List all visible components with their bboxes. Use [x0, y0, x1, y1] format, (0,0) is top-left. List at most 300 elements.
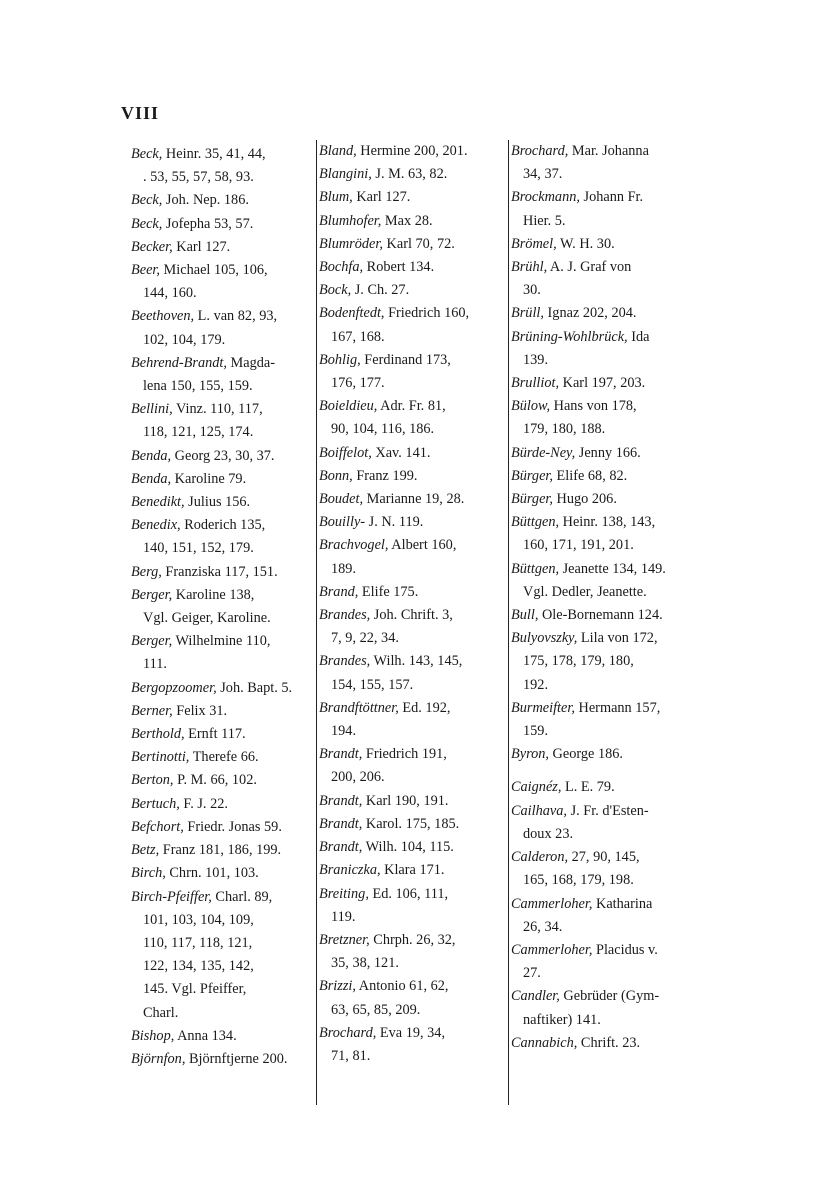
entry-name: Byron,	[511, 746, 549, 763]
index-entry	[511, 558, 693, 581]
index-entry	[131, 630, 315, 653]
entry-text: Vgl. Dedler, Jeanette.	[523, 583, 647, 600]
entry-name: Cammerloher,	[511, 895, 593, 912]
entry-name: Bodenftedt,	[319, 305, 385, 322]
entry-text: 159.	[523, 723, 549, 740]
entry-name: Blangini,	[319, 166, 372, 183]
index-entry	[511, 302, 693, 325]
index-entry	[511, 418, 693, 441]
index-entry	[131, 352, 315, 375]
entry-text: Lila von 172,	[577, 630, 658, 647]
entry-text: Robert 134.	[363, 259, 435, 276]
entry-name: Blumhofer,	[319, 212, 382, 229]
index-entry	[131, 166, 315, 189]
entry-text: 122, 134, 135, 142,	[143, 958, 254, 975]
index-entry	[319, 465, 501, 488]
index-entry	[319, 674, 501, 697]
entry-name: Beck,	[131, 215, 163, 232]
entry-text: 35, 38, 121.	[331, 955, 399, 972]
entry-text: Magda-	[226, 354, 275, 371]
entry-name: Bergopzoomer,	[131, 679, 217, 696]
entry-text: 160, 171, 191, 201.	[523, 537, 634, 554]
index-entry	[511, 256, 693, 279]
entry-text: Albert 160,	[388, 537, 457, 554]
entry-text: 27.	[523, 965, 541, 982]
index-entry	[319, 511, 501, 534]
index-entry	[511, 186, 693, 209]
index-entry	[131, 213, 315, 236]
entry-name: Brüning-Wohlbrück,	[511, 328, 628, 345]
entry-text: 192.	[523, 676, 549, 693]
entry-text: Karoline 138,	[172, 586, 255, 603]
index-entry	[511, 210, 693, 233]
entry-text: 139.	[523, 351, 549, 368]
entry-text: Jenny 166.	[575, 444, 641, 461]
entry-text: Anna 134.	[174, 1027, 237, 1044]
entry-text: Michael 105, 106,	[159, 262, 268, 279]
entry-name: Benedikt,	[131, 494, 185, 511]
index-entry	[319, 859, 501, 882]
entry-name: Benda,	[131, 447, 172, 464]
index-entry	[131, 143, 315, 166]
entry-name: Berton,	[131, 772, 174, 789]
index-entry	[319, 349, 501, 372]
index-entry	[319, 279, 501, 302]
entry-text: Wilhelmine 110,	[172, 633, 271, 650]
entry-text: Elife 175.	[358, 583, 419, 600]
index-entry	[511, 800, 693, 823]
index-entry	[131, 862, 315, 885]
entry-name: Betz,	[131, 842, 160, 859]
index-entry	[511, 743, 693, 766]
index-entry	[511, 581, 693, 604]
index-entry	[319, 604, 501, 627]
entry-text: 102, 104, 179.	[143, 331, 226, 348]
entry-name: Brockmann,	[511, 189, 580, 206]
index-entry	[319, 883, 501, 906]
entry-name: Blum,	[319, 189, 353, 206]
entry-name: Brochard,	[319, 1024, 377, 1041]
index-entry	[319, 975, 501, 998]
entry-text: Wilh. 143, 145,	[370, 653, 463, 670]
index-entry	[131, 932, 315, 955]
entry-text: Chrift. 23.	[577, 1034, 641, 1051]
entry-text: Roderich 135,	[180, 517, 266, 534]
index-entry	[319, 372, 501, 395]
entry-name: Beer,	[131, 262, 160, 279]
entry-text: 7, 9, 22, 34.	[331, 630, 399, 647]
index-entry	[131, 537, 315, 560]
index-entry	[511, 776, 693, 799]
entry-text: 118, 121, 125, 174.	[143, 424, 254, 441]
entry-text: lena 150, 155, 159.	[143, 378, 253, 395]
entry-name: Blumröder,	[319, 235, 383, 252]
entry-name: Boieldieu,	[319, 398, 378, 415]
index-entry	[319, 627, 501, 650]
entry-name: Boudet,	[319, 491, 364, 508]
entry-name: Brömel,	[511, 235, 557, 252]
index-entry	[511, 372, 693, 395]
entry-name: Bürde-Ney,	[511, 444, 576, 461]
entry-text: 34, 37.	[523, 166, 563, 183]
index-entry	[511, 534, 693, 557]
index-entry	[131, 909, 315, 932]
entry-text: Joh. Chrift. 3,	[370, 607, 453, 624]
entry-name: Büttgen,	[511, 560, 560, 577]
index-entry	[131, 445, 315, 468]
entry-name: Brandftöttner,	[319, 699, 399, 716]
entry-text: Charl.	[143, 1004, 179, 1021]
entry-text: Jeanette 134, 149.	[559, 560, 666, 577]
entry-text: Heinr. 35, 41, 44,	[162, 146, 266, 162]
entry-name: Burmeifter,	[511, 699, 575, 716]
entry-name: Bock,	[319, 282, 352, 299]
index-entry	[511, 511, 693, 534]
entry-name: Caignéz,	[511, 779, 562, 796]
entry-name: Bülow,	[511, 398, 551, 415]
entry-text: Karl 197, 203.	[559, 375, 646, 392]
index-entry	[511, 720, 693, 743]
entry-name: Berger,	[131, 586, 173, 603]
index-entry	[511, 893, 693, 916]
entry-text: 119.	[331, 908, 356, 925]
entry-text: Karoline 79.	[171, 470, 247, 487]
index-entry	[131, 1025, 315, 1048]
index-entry	[131, 746, 315, 769]
entry-name: Braniczka,	[319, 862, 381, 879]
index-entry	[511, 869, 693, 892]
index-entry	[319, 766, 501, 789]
entry-name: Bouilly-	[319, 514, 366, 531]
entry-text: Hans von 178,	[550, 398, 637, 415]
index-entry	[319, 302, 501, 325]
index-entry	[131, 723, 315, 746]
entry-name: Birch,	[131, 865, 166, 882]
entry-text: A. J. Graf von	[547, 259, 632, 276]
entry-name: Calderon,	[511, 849, 569, 866]
entry-text: Klara 171.	[380, 862, 445, 879]
index-entry	[511, 604, 693, 627]
entry-text: Ferdinand 173,	[360, 351, 451, 368]
index-entry	[319, 1045, 501, 1068]
index-entry	[511, 939, 693, 962]
entry-text: 189.	[331, 560, 357, 577]
entry-name: Bochfa,	[319, 259, 364, 276]
entry-text: Jofepha 53, 57.	[162, 215, 254, 232]
entry-name: Cailhava,	[511, 802, 567, 819]
entry-name: Bland,	[319, 143, 357, 159]
entry-name: Bull,	[511, 607, 539, 624]
entry-name: Brulliot,	[511, 375, 560, 392]
entry-text: naftiker) 141.	[523, 1011, 601, 1028]
entry-text: 30.	[523, 282, 541, 299]
index-entry	[131, 305, 315, 328]
entry-name: Cammerloher,	[511, 941, 593, 958]
entry-text: Hermann 157,	[574, 699, 661, 716]
entry-text: Karol. 175, 185.	[362, 815, 460, 832]
entry-text: Chrn. 101, 103.	[165, 865, 259, 882]
entry-text: Heinr. 138, 143,	[559, 514, 656, 531]
entry-text: 63, 65, 85, 209.	[331, 1001, 421, 1018]
entry-text: Friedrich 191,	[362, 746, 447, 763]
index-entry	[319, 256, 501, 279]
entry-text: Chrph. 26, 32,	[369, 931, 456, 948]
entry-name: Bonn,	[319, 467, 353, 484]
entry-name: Berthold,	[131, 726, 185, 743]
index-entry	[131, 653, 315, 676]
index-entry	[319, 999, 501, 1022]
index-entry	[131, 375, 315, 398]
entry-text: Vinz. 110, 117,	[172, 401, 263, 418]
index-entry	[511, 962, 693, 985]
entry-text: J. N. 119.	[365, 514, 424, 531]
index-entry	[511, 650, 693, 673]
entry-text: George 186.	[548, 746, 623, 763]
index-entry	[319, 697, 501, 720]
entry-name: Cannabich,	[511, 1034, 578, 1051]
entry-text: 154, 155, 157.	[331, 676, 414, 693]
entry-name: Brand,	[319, 583, 359, 600]
index-entry	[511, 1009, 693, 1032]
entry-name: Benda,	[131, 470, 172, 487]
index-entry	[319, 813, 501, 836]
index-entry	[131, 816, 315, 839]
entry-name: Birch-Pfeiffer,	[131, 888, 212, 905]
entry-text: Wilh. 104, 115.	[362, 839, 454, 856]
entry-text: 140, 151, 152, 179.	[143, 540, 254, 557]
index-entry	[511, 823, 693, 846]
entry-text: 176, 177.	[331, 375, 385, 392]
entry-text: 175, 178, 179, 180,	[523, 653, 634, 670]
entry-name: Brandt,	[319, 746, 363, 763]
entry-text: Ignaz 202, 204.	[543, 305, 637, 322]
entry-text: Ida	[627, 328, 650, 345]
entry-name: Candler,	[511, 988, 560, 1005]
index-entry	[511, 697, 693, 720]
index-entry	[131, 189, 315, 212]
entry-text: 110, 117, 118, 121,	[143, 934, 253, 951]
index-entry	[131, 421, 315, 444]
entry-text: Franz 199.	[352, 467, 418, 484]
entry-text: 145. Vgl. Pfeiffer,	[143, 981, 247, 998]
entry-name: Bellini,	[131, 401, 173, 418]
index-entry	[131, 236, 315, 259]
entry-text: Xav. 141.	[371, 444, 431, 461]
entry-text: Antonio 61, 62,	[355, 978, 449, 995]
index-entry	[131, 607, 315, 630]
index-entry	[131, 514, 315, 537]
index-entry	[511, 985, 693, 1008]
index-entry	[319, 581, 501, 604]
entry-text: 144, 160.	[143, 285, 197, 302]
index-entry	[319, 743, 501, 766]
entry-text: 27, 90, 145,	[568, 849, 640, 866]
entry-name: Bishop,	[131, 1027, 175, 1044]
index-entry	[131, 584, 315, 607]
entry-text: Georg 23, 30, 37.	[171, 447, 275, 464]
entry-text: Charl. 89,	[211, 888, 273, 905]
index-entry	[131, 282, 315, 305]
index-entry	[319, 790, 501, 813]
index-entry	[511, 627, 693, 650]
entry-text: Ed. 192,	[398, 699, 451, 716]
entry-name: Becker,	[131, 238, 173, 255]
entry-text: Friedr. Jonas 59.	[183, 818, 282, 835]
entry-name: Breiting,	[319, 885, 369, 902]
entry-text: 101, 103, 104, 109,	[143, 911, 254, 928]
index-entry	[511, 674, 693, 697]
index-entry	[511, 916, 693, 939]
entry-name: Brandes,	[319, 653, 371, 670]
entry-text: J. M. 63, 82.	[371, 166, 448, 183]
entry-name: Bulyovszky,	[511, 630, 578, 647]
index-entry	[131, 793, 315, 816]
entry-text: Placidus v.	[592, 941, 658, 958]
entry-name: Bertinotti,	[131, 749, 190, 766]
entry-text: P. M. 66, 102.	[173, 772, 257, 789]
entry-name: Brochard,	[511, 143, 569, 159]
entry-name: Bretzner,	[319, 931, 370, 948]
entry-text: Friedrich 160,	[384, 305, 470, 322]
entry-name: Brandt,	[319, 839, 363, 856]
index-entry	[131, 329, 315, 352]
entry-name: Beethoven,	[131, 308, 195, 325]
index-entry	[319, 720, 501, 743]
index-entry	[131, 491, 315, 514]
entry-name: Benedix,	[131, 517, 181, 534]
index-entry	[511, 349, 693, 372]
index-entry	[511, 395, 693, 418]
entry-text: Karl 70, 72.	[382, 235, 455, 252]
index-entry	[319, 836, 501, 859]
entry-text: 179, 180, 188.	[523, 421, 606, 438]
entry-name: Behrend-Brandt,	[131, 354, 227, 371]
index-entry	[131, 1002, 315, 1025]
index-entry	[131, 259, 315, 282]
entry-text: Therefe 66.	[189, 749, 259, 766]
entry-text: . 53, 55, 57, 58, 93.	[143, 169, 254, 186]
entry-text: 200, 206.	[331, 769, 385, 786]
entry-text: Vgl. Geiger, Karoline.	[143, 610, 271, 627]
index-entry	[131, 769, 315, 792]
entry-name: Bertuch,	[131, 795, 180, 812]
index-entry	[131, 468, 315, 491]
entry-name: Brühl,	[511, 259, 548, 276]
entry-text: Felix 31.	[172, 702, 228, 719]
entry-name: Brachvogel,	[319, 537, 389, 554]
entry-text: 194.	[331, 723, 357, 740]
entry-name: Büttgen,	[511, 514, 560, 531]
entry-text: J. Fr. d'Esten-	[567, 802, 649, 819]
entry-text: 26, 34.	[523, 918, 563, 935]
entry-text: Ernft 117.	[184, 726, 246, 743]
entry-text: Karl 127.	[172, 238, 231, 255]
index-entry	[319, 952, 501, 975]
page-number: VIII	[121, 103, 160, 123]
entry-text: Max 28.	[381, 212, 433, 229]
entry-name: Bürger,	[511, 467, 553, 484]
entry-name: Brandes,	[319, 607, 371, 624]
index-entry	[511, 140, 693, 163]
index-column-1	[131, 143, 315, 1071]
entry-name: Brizzi,	[319, 978, 356, 995]
index-entry	[131, 978, 315, 1001]
entry-name: Björnfon,	[131, 1050, 186, 1067]
entry-text: Elife 68, 82.	[552, 467, 628, 484]
entry-text: Ole-Bornemann 124.	[538, 607, 663, 624]
entry-text: Johann Fr.	[579, 189, 644, 206]
index-entry	[319, 488, 501, 511]
index-entry	[319, 163, 501, 186]
entry-text: Gebrüder (Gym-	[559, 988, 660, 1005]
entry-text: Adr. Fr. 81,	[377, 398, 446, 415]
entry-text: Hugo 206.	[552, 491, 617, 508]
entry-name: Beck,	[131, 192, 163, 209]
index-entry	[319, 140, 501, 163]
entry-text: 90, 104, 116, 186.	[331, 421, 435, 438]
entry-text: Karl 190, 191.	[362, 792, 449, 809]
entry-text: Franziska 117, 151.	[161, 563, 278, 580]
index-entry	[131, 955, 315, 978]
entry-name: Befchort,	[131, 818, 184, 835]
entry-text: L. E. 79.	[561, 779, 615, 796]
entry-text: F. J. 22.	[179, 795, 228, 812]
index-entry	[319, 650, 501, 673]
index-entry	[131, 677, 315, 700]
entry-text: doux 23.	[523, 825, 574, 842]
index-entry	[511, 465, 693, 488]
entry-name: Brüll,	[511, 305, 544, 322]
entry-text: 165, 168, 179, 198.	[523, 872, 634, 889]
entry-text: Julius 156.	[184, 494, 251, 511]
index-entry	[131, 839, 315, 862]
index-entry	[511, 233, 693, 256]
index-entry	[319, 186, 501, 209]
entry-text: Karl 127.	[352, 189, 411, 206]
entry-name: Berger,	[131, 633, 173, 650]
index-entry	[319, 558, 501, 581]
index-entry	[319, 395, 501, 418]
entry-text: Joh. Bapt. 5.	[216, 679, 293, 696]
entry-text: Eva 19, 34,	[376, 1024, 446, 1041]
entry-text: 167, 168.	[331, 328, 385, 345]
index-entry	[511, 846, 693, 869]
index-entry	[511, 279, 693, 302]
index-entry	[511, 326, 693, 349]
entry-text: Mar. Johanna	[568, 143, 649, 159]
index-entry	[319, 326, 501, 349]
entry-text: Hier. 5.	[523, 212, 566, 229]
entry-text: 111.	[143, 656, 167, 673]
index-entry	[319, 442, 501, 465]
entry-text: Katharina	[592, 895, 653, 912]
index-entry	[319, 210, 501, 233]
index-entry	[319, 534, 501, 557]
index-entry	[319, 929, 501, 952]
index-entry	[131, 1048, 315, 1071]
index-entry	[319, 906, 501, 929]
index-entry	[131, 561, 315, 584]
entry-text: Ed. 106, 111,	[368, 885, 449, 902]
index-entry	[319, 233, 501, 256]
entry-name: Boiffelot,	[319, 444, 372, 461]
index-column-3	[508, 140, 693, 1105]
entry-name: Brandt,	[319, 815, 363, 832]
index-entry	[319, 1022, 501, 1045]
entry-text: Franz 181, 186, 199.	[159, 842, 282, 859]
entry-text: 71, 81.	[331, 1047, 371, 1064]
index-entry	[511, 1032, 693, 1055]
